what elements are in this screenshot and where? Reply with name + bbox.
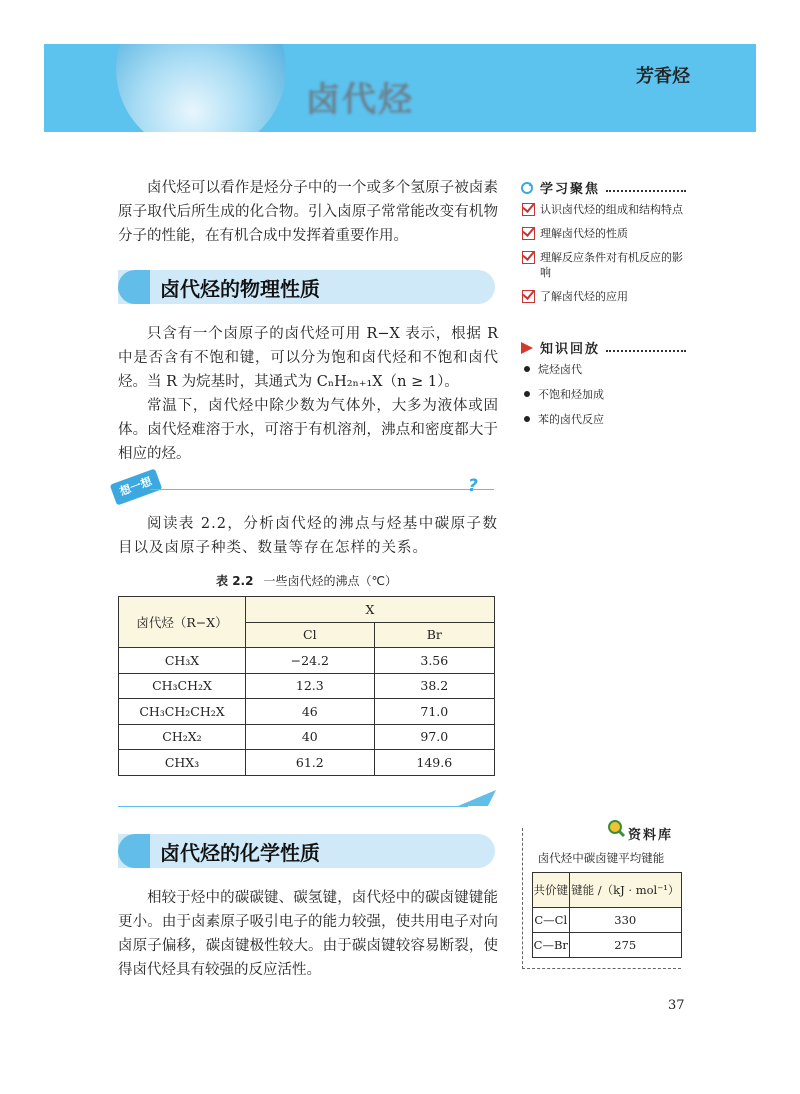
table-cell: 330 [569, 908, 681, 933]
focus-item-text: 理解卤代烃的性质 [540, 227, 628, 240]
focus-heading [520, 178, 686, 197]
table-cell: 275 [569, 933, 681, 958]
table-row [119, 648, 495, 674]
question-mark-icon: ? [468, 476, 478, 496]
boiling-point-table [118, 596, 495, 776]
lib-header-energy: 键能 /（kJ · mol⁻¹） [569, 873, 681, 908]
arrow-icon [458, 786, 496, 808]
lib-header-bond: 共价键 [533, 873, 570, 908]
bond-energy-table [532, 872, 682, 958]
table-caption-text: 一些卤代烃的沸点（℃） [263, 574, 397, 588]
table-header-compound: 卤代烃（R−X） [119, 597, 246, 648]
table-row [533, 908, 682, 933]
review-item-text: 苯的卤代反应 [538, 413, 604, 426]
list-item [522, 412, 692, 427]
table-row [119, 724, 495, 750]
table-caption-label: 表 2.2 [216, 574, 254, 588]
focus-item-text: 理解反应条件对有机反应的影响 [540, 251, 683, 279]
table-cell: 97.0 [374, 724, 494, 750]
list-item [522, 362, 692, 377]
table-cell: C—Cl [533, 908, 570, 933]
table-row [533, 933, 682, 958]
bullet-icon [524, 391, 530, 397]
physical-p2: 常温下，卤代烃中除少数为气体外，大多为液体或固体。卤代烃难溶于水，可溶于有机溶剂，沸点和密度都大于相应的烃。 [118, 398, 498, 462]
table-header-br: Br [374, 622, 494, 648]
chapter-name: 芳香烃 [636, 66, 690, 87]
table-row [119, 699, 495, 725]
section-title: 卤代烃的物理性质 [160, 277, 320, 301]
magnifier-icon [606, 818, 626, 838]
list-item [522, 202, 692, 217]
focus-item-text: 认识卤代烃的组成和结构特点 [540, 203, 683, 216]
table-row [119, 750, 495, 776]
list-item [522, 250, 692, 280]
think-badge: 想一想 [110, 468, 163, 505]
library-title: 资料库 [628, 828, 674, 843]
table-cell: 12.3 [246, 673, 375, 699]
section-heading-chemical [118, 834, 495, 868]
section-heading-physical [118, 270, 495, 304]
table-cell: CH₂X₂ [119, 724, 246, 750]
bullet-icon [524, 416, 530, 422]
list-item [522, 387, 692, 402]
table-cell: CHX₃ [119, 750, 246, 776]
header-sphere-graphic [116, 44, 286, 132]
library-subtitle: 卤代烃中碳卤键平均键能 [537, 851, 665, 865]
table-cell: 61.2 [246, 750, 375, 776]
section-tab [118, 834, 150, 868]
think-divider [150, 489, 494, 490]
table-header-x: X [246, 597, 495, 623]
chapter-header [44, 44, 756, 132]
section-title: 卤代烃的化学性质 [160, 841, 320, 865]
intro-paragraph [118, 176, 498, 248]
think-end-divider [118, 806, 468, 807]
table-caption [118, 572, 495, 589]
checkbox-icon [522, 203, 535, 216]
list-item [522, 289, 692, 304]
play-icon [520, 341, 534, 355]
chemical-p1: 相较于烃中的碳碳键、碳氢键，卤代烃中的碳卤键键能更小。由于卤素原子吸引电子的能力较强，使共用电子对向卤原子偏移，碳卤键极性较大。由于碳卤键较容易断裂，使得卤代烃具有较强的反应活性。 [118, 890, 498, 978]
checkbox-icon [522, 227, 535, 240]
section-tab [118, 270, 150, 304]
heading-dots [606, 184, 686, 192]
table-cell: CH₃CH₂X [119, 673, 246, 699]
table-cell: C—Br [533, 933, 570, 958]
table-row [119, 673, 495, 699]
bullet-icon [524, 366, 530, 372]
think-text-block [118, 512, 498, 560]
physical-properties-text [118, 322, 498, 466]
review-title: 知识回放 [540, 342, 601, 357]
table-header-cl: Cl [246, 622, 375, 648]
chemical-properties-text [118, 886, 498, 982]
review-item-text: 烷烃卤代 [538, 363, 582, 376]
table-cell: 38.2 [374, 673, 494, 699]
table-cell: 149.6 [374, 750, 494, 776]
table-cell: 71.0 [374, 699, 494, 725]
table-cell: CH₃CH₂CH₂X [119, 699, 246, 725]
heading-dots [606, 344, 686, 352]
physical-p1: 只含有一个卤原子的卤代烃可用 R−X 表示，根据 R 中是否含有不饱和键，可以分为饱和卤代烃和不饱和卤代烃。当 R 为烷基时，其通式为 CₙH₂ₙ₊₁X（n ≥ 1）。 [118, 326, 498, 390]
page-number: 37 [668, 998, 685, 1013]
refresh-icon [520, 181, 534, 195]
focus-item-text: 了解卤代烃的应用 [540, 290, 628, 303]
focus-title: 学习聚焦 [540, 182, 601, 197]
review-heading [520, 338, 686, 357]
review-list [522, 362, 692, 437]
table-cell: −24.2 [246, 648, 375, 674]
review-item-text: 不饱和烃加成 [538, 388, 604, 401]
page-title: 卤代烃 [306, 80, 414, 120]
list-item [522, 226, 692, 241]
intro-text: 卤代烃可以看作是烃分子中的一个或多个氢原子被卤素原子取代后所生成的化合物。引入卤原子常常能改变有机物分子的性能，在有机合成中发挥着重要作用。 [118, 180, 498, 244]
table-cell: CH₃X [119, 648, 246, 674]
table-cell: 46 [246, 699, 375, 725]
checkbox-icon [522, 251, 535, 264]
table-cell: 40 [246, 724, 375, 750]
think-text: 阅读表 2.2，分析卤代烃的沸点与烃基中碳原子数目以及卤原子种类、数量等存在怎样的关系。 [118, 516, 498, 556]
table-cell: 3.56 [374, 648, 494, 674]
focus-list [522, 202, 692, 313]
checkbox-icon [522, 290, 535, 303]
